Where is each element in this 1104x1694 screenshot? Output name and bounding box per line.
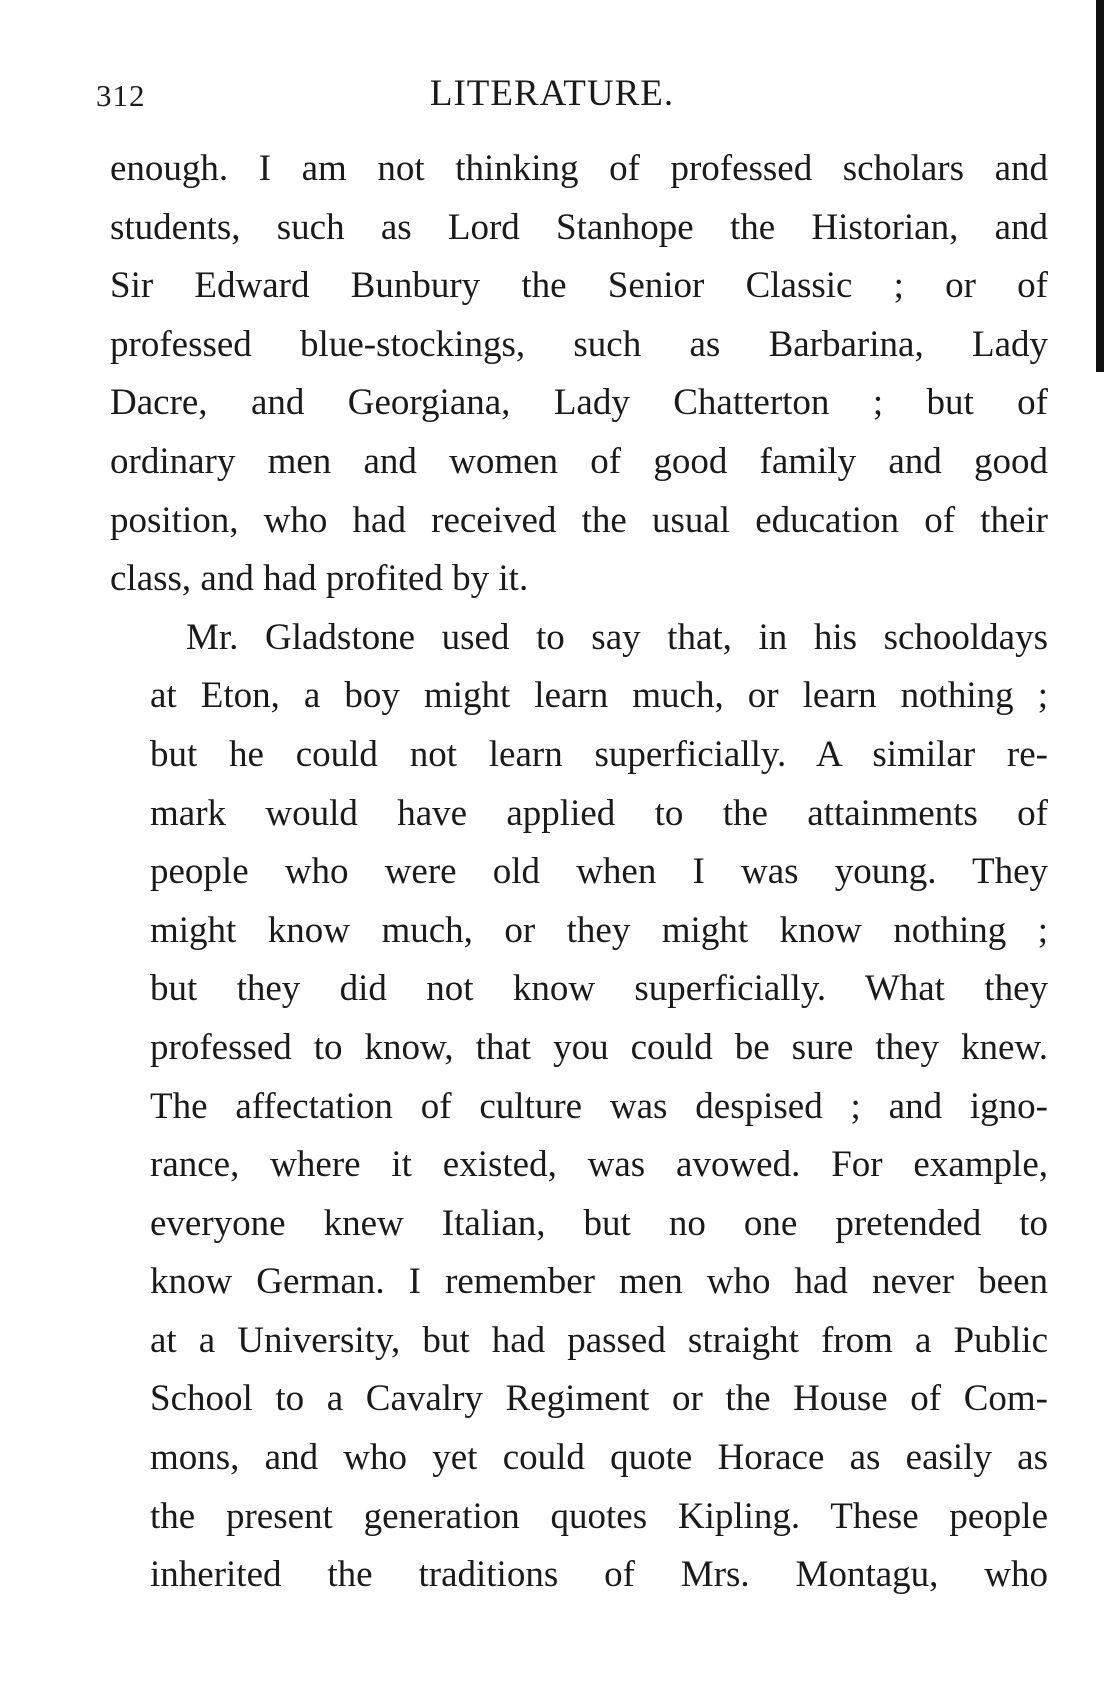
paragraph-1 (110, 140, 1048, 609)
text-line: might know much, or they might know nothing ; (150, 909, 1048, 951)
text-line: at Eton, a boy might learn much, or learn nothing ; (150, 675, 1048, 717)
text-line: everyone knew Italian, but no one pretended to (150, 1202, 1048, 1244)
text-line: enough. I am not thinking of professed scholars and (110, 148, 1048, 189)
text-line: mons, and who yet could quote Horace as easily as (150, 1437, 1048, 1479)
text-line: Mr. Gladstone used to say that, in his schooldays (186, 616, 1048, 658)
text-line: the present generation quotes Kipling. These people (150, 1495, 1048, 1537)
running-head: LITERATURE. (429, 73, 675, 114)
text-line: but they did not know superficially. What they (150, 968, 1048, 1010)
paragraph-2 (110, 609, 1048, 1605)
text-line: The affectation of culture was despised ; and igno- (150, 1085, 1048, 1127)
text-line: students, such as Lord Stanhope the Historian, and (110, 206, 1048, 248)
page-edge-shadow (1096, 0, 1104, 372)
text-line: class, and had profited by it. (110, 558, 529, 600)
text-line: mark would have applied to the attainments of (150, 792, 1048, 834)
text-line: at a University, but had passed straight from a Public (150, 1319, 1048, 1361)
text-line: professed to know, that you could be sure they knew. (150, 1026, 1048, 1068)
text-line: know German. I remember men who had never been (150, 1261, 1048, 1303)
text-line: but he could not learn superficially. A similar re- (150, 733, 1048, 775)
text-line: School to a Cavalry Regiment or the House of Com- (150, 1378, 1048, 1420)
text-line: inherited the traditions of Mrs. Montagu, who (150, 1554, 1048, 1596)
text-line: position, who had received the usual education of their (110, 499, 1048, 541)
text-line: Sir Edward Bunbury the Senior Classic ; or of (110, 265, 1048, 307)
body-text (110, 140, 1048, 1605)
text-line: people who were old when I was young. They (150, 851, 1048, 893)
page-number: 312 (96, 78, 146, 113)
text-line: Dacre, and Georgiana, Lady Chatterton ; but of (110, 382, 1048, 424)
text-line: professed blue-stockings, such as Barbarina, Lady (110, 323, 1048, 365)
text-line: rance, where it existed, was avowed. For example, (150, 1144, 1048, 1186)
text-line: ordinary men and women of good family and good (110, 440, 1048, 482)
